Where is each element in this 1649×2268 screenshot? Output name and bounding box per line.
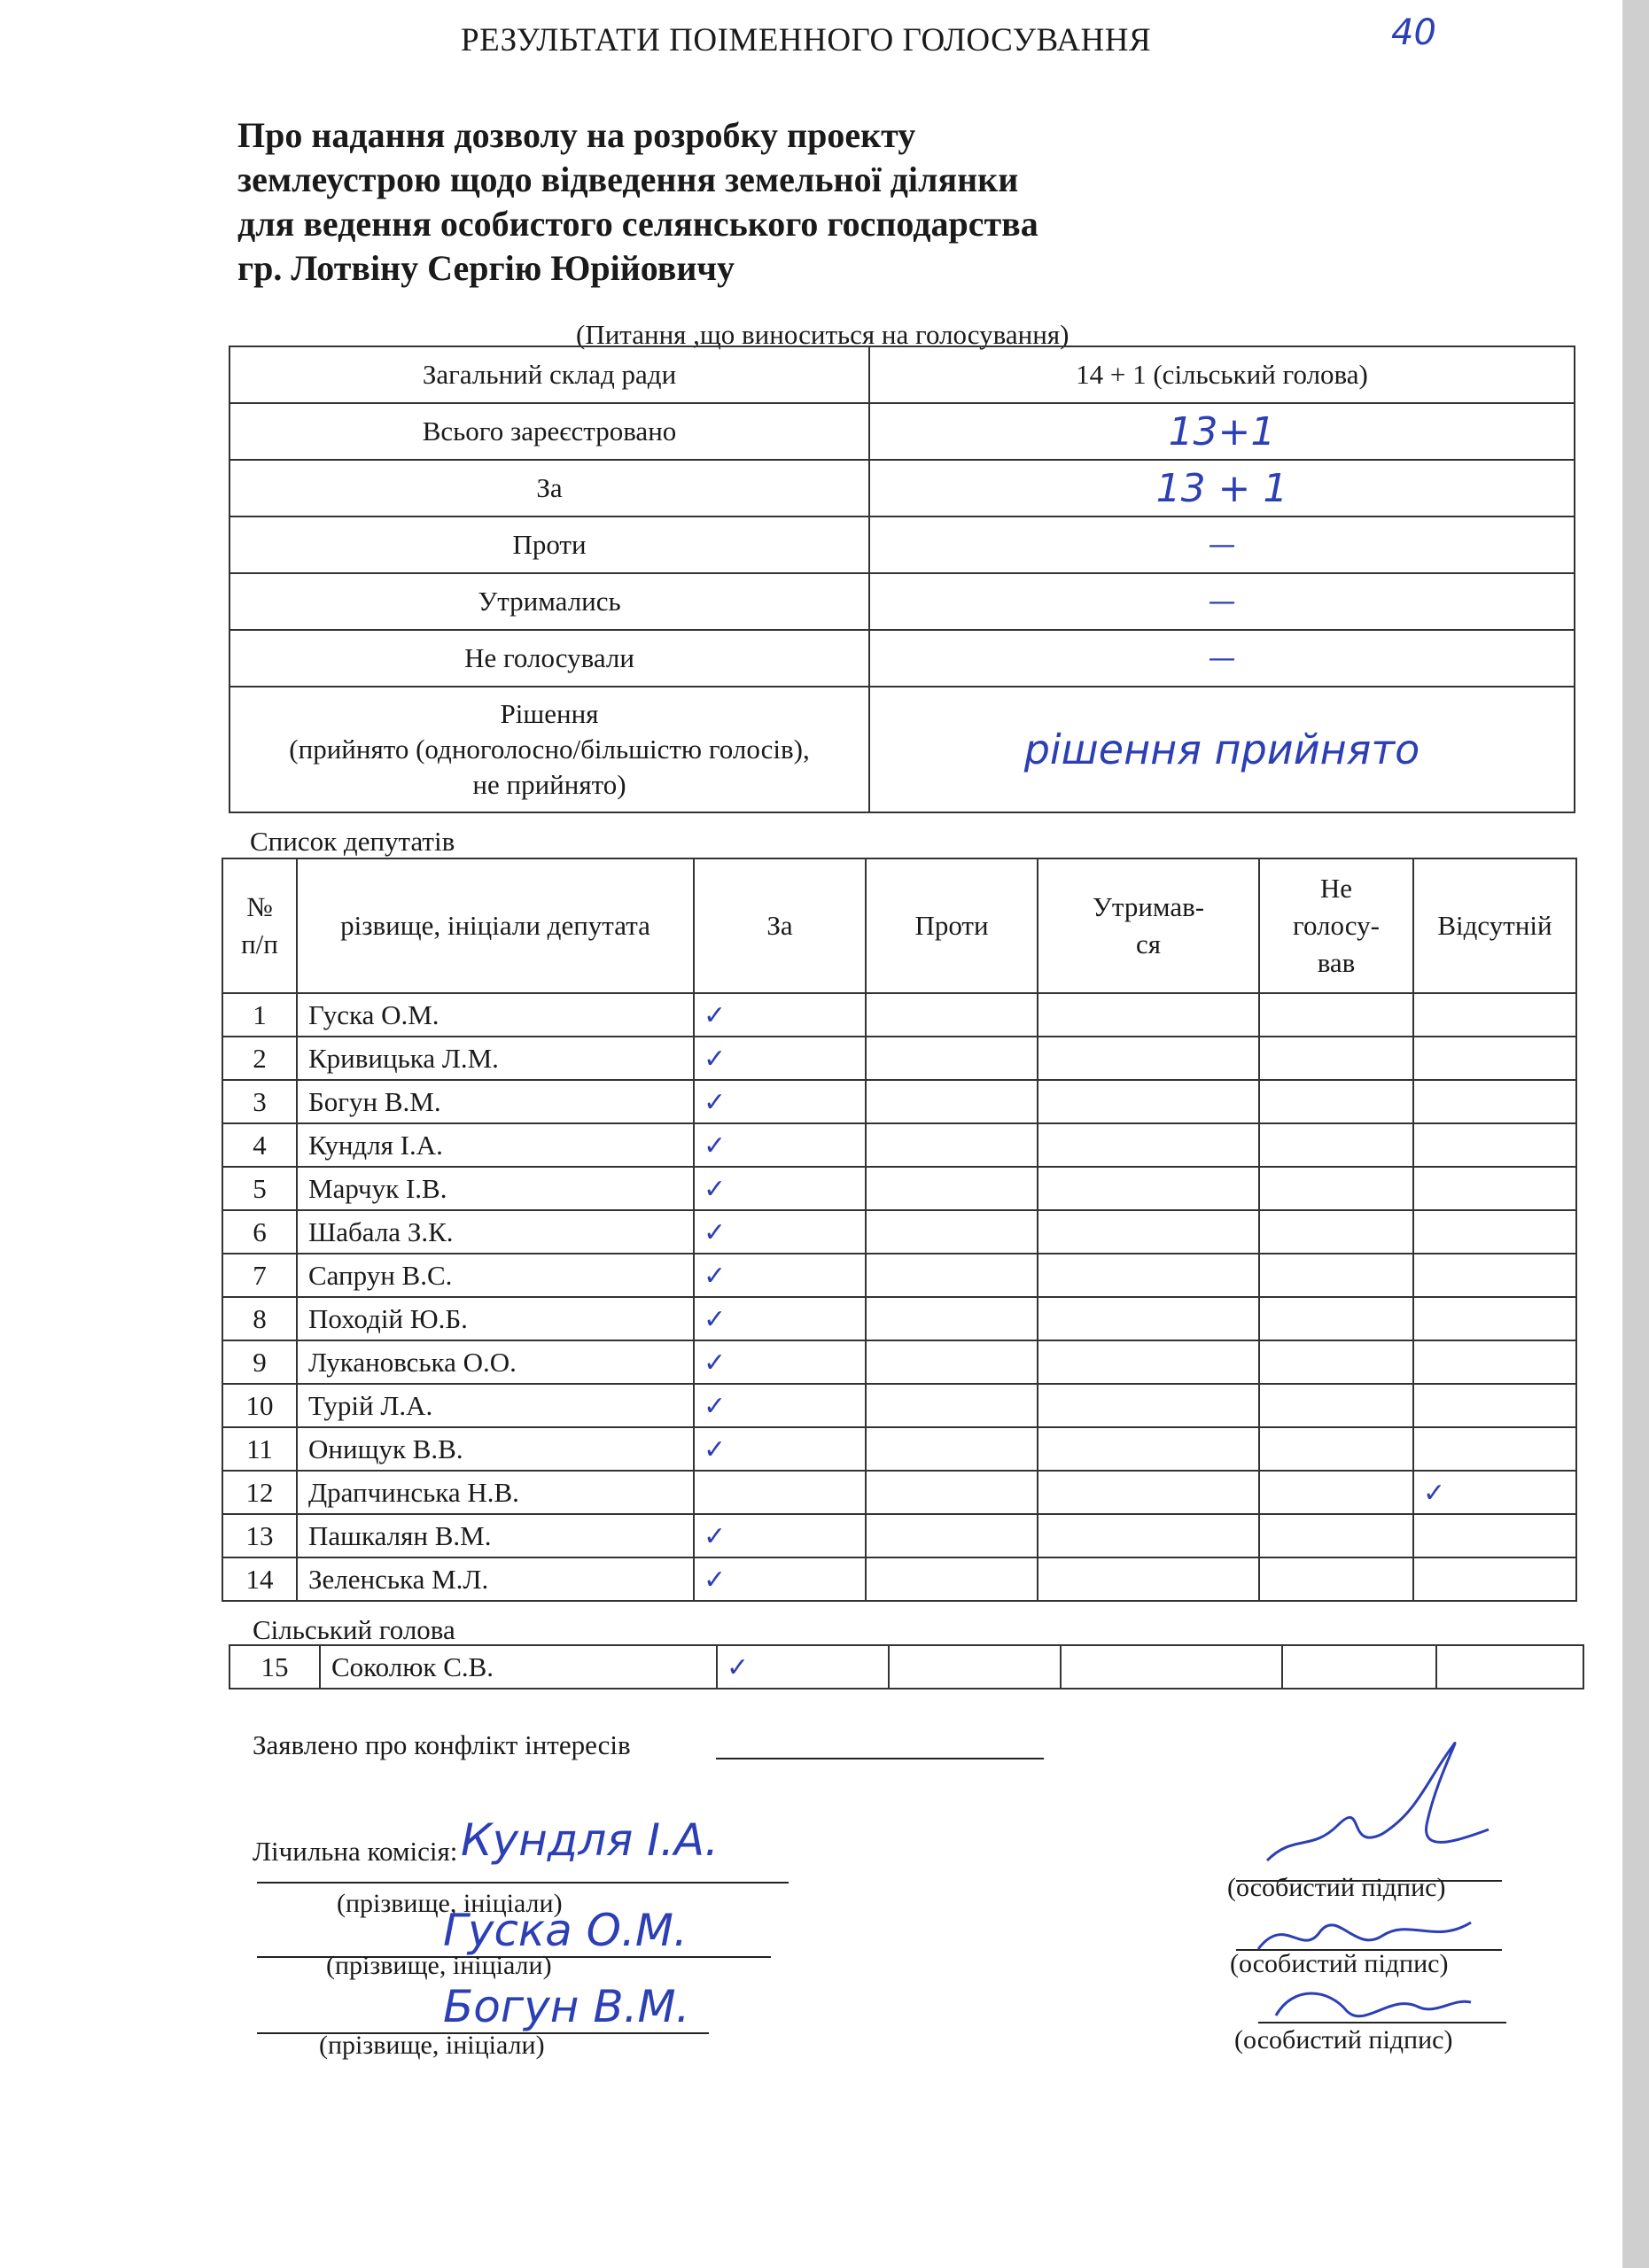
check-mark-icon: ✓ [704,1564,727,1596]
commission-handwritten-name: Богун В.М. [443,1981,690,2032]
deputy-row [222,1340,1576,1384]
deputy-name: Лукановська О.О. [297,1340,694,1384]
vote-cell-against [866,1037,1038,1080]
deputy-name: Гуска О.М. [297,993,694,1037]
decision-label [229,687,869,812]
summary-value: — [869,630,1575,687]
vote-cell-against [866,1297,1038,1340]
decision-row [229,687,1575,812]
header-not-voted [1259,858,1413,993]
deputy-name: Турій Л.А. [297,1384,694,1427]
vote-cell-against [866,1340,1038,1384]
vote-cell-abstained [1038,1080,1259,1123]
vote-cell-abstained [1038,1167,1259,1210]
deputies-table [222,858,1577,1602]
summary-row [229,517,1575,573]
deputy-row [222,1514,1576,1557]
commission-label: Лічильна комісія: [253,1836,458,1867]
vote-cell-absent [1413,1427,1576,1471]
deputy-name: Кривицька Л.М. [297,1037,694,1080]
summary-value: 13+1 [869,403,1575,460]
header-name: різвище, ініціали депутата [297,858,694,993]
header-row [222,858,1576,993]
subject-line: для ведення особистого селянського господарства [237,204,1038,244]
deputy-name: Драпчинська Н.В. [297,1471,694,1514]
vote-cell-not-voted [1259,1471,1413,1514]
vote-cell-for [694,1037,866,1080]
check-mark-icon: ✓ [704,1520,727,1552]
deputy-num: 14 [222,1557,297,1601]
vote-cell-not-voted [1259,1254,1413,1297]
signature-2 [1241,1905,1506,1967]
vote-cell-absent [1413,1340,1576,1384]
summary-value: — [869,517,1575,573]
check-mark-icon: ✓ [1423,1477,1446,1509]
vote-cell-for [717,1645,889,1689]
deputy-row [229,1645,1583,1689]
vote-cell-for [694,993,866,1037]
vote-cell-absent [1413,1297,1576,1340]
vote-cell-abstained [1038,1037,1259,1080]
decision-label-line: (прийнято (одноголосно/більшістю голосів), [289,734,810,765]
vote-cell-for [694,1167,866,1210]
deputy-row [222,1254,1576,1297]
decision-value: рішення прийнято [869,687,1575,812]
check-mark-icon: ✓ [704,1130,727,1161]
header-num-line: п/п [241,928,278,959]
vote-cell-absent [1436,1645,1583,1689]
deputy-name: Богун В.М. [297,1080,694,1123]
subject-block [237,113,1038,291]
vote-cell-absent [1413,1123,1576,1167]
vote-cell-absent [1413,993,1576,1037]
header-num-line: № [246,891,273,922]
vote-cell-abstained [1038,1427,1259,1471]
deputy-num: 5 [222,1167,297,1210]
summary-label: Проти [229,517,869,573]
deputy-name: Соколюк С.В. [320,1645,717,1689]
header-not-voted-line: голосу- [1293,910,1380,941]
deputy-num: 2 [222,1037,297,1080]
header-absent: Відсутній [1413,858,1576,993]
check-mark-icon: ✓ [704,1173,727,1205]
header-for: За [694,858,866,993]
vote-cell-absent [1413,1471,1576,1514]
summary-row [229,573,1575,630]
check-mark-icon: ✓ [704,1347,727,1379]
vote-cell-not-voted [1259,1210,1413,1254]
check-mark-icon: ✓ [704,999,727,1031]
scan-edge [1622,0,1649,2268]
deputy-num: 11 [222,1427,297,1471]
deputy-num: 13 [222,1514,297,1557]
deputy-name: Кундля І.А. [297,1123,694,1167]
vote-cell-against [889,1645,1061,1689]
summary-label: Всього зареєстровано [229,403,869,460]
vote-cell-against [866,1210,1038,1254]
deputy-name: Пашкалян В.М. [297,1514,694,1557]
summary-value: 13 + 1 [869,460,1575,517]
deputy-row [222,1210,1576,1254]
vote-cell-not-voted [1259,1297,1413,1340]
vote-cell-abstained [1061,1645,1282,1689]
head-label: Сільський голова [253,1614,455,1645]
commission-signature-caption: (особистий підпис) [1227,1873,1446,1902]
vote-cell-abstained [1038,1557,1259,1601]
vote-cell-for [694,1427,866,1471]
vote-cell-not-voted [1259,1427,1413,1471]
question-caption: (Питання ,що виноситься на голосування) [576,319,1070,350]
check-mark-icon: ✓ [704,1086,727,1118]
vote-cell-against [866,993,1038,1037]
header-not-voted-line: вав [1317,947,1356,978]
deputy-row [222,1080,1576,1123]
vote-cell-for [694,1123,866,1167]
deputy-num: 9 [222,1340,297,1384]
vote-cell-against [866,1514,1038,1557]
vote-cell-absent [1413,1167,1576,1210]
vote-cell-for [694,1340,866,1384]
vote-cell-against [866,1427,1038,1471]
vote-cell-absent [1413,1514,1576,1557]
summary-label: Не голосували [229,630,869,687]
check-mark-icon: ✓ [704,1260,727,1292]
vote-cell-absent [1413,1210,1576,1254]
check-mark-icon: ✓ [727,1651,750,1683]
vote-cell-against [866,1080,1038,1123]
decision-label-line: не прийнято) [472,769,626,800]
summary-value: — [869,573,1575,630]
deputy-name: Зеленська М.Л. [297,1557,694,1601]
deputy-row [222,1557,1576,1601]
vote-cell-for [694,1557,866,1601]
deputy-num: 15 [229,1645,320,1689]
subject-line: землеустрою щодо відведення земельної ділянки [237,159,1019,199]
check-mark-icon: ✓ [704,1216,727,1248]
deputy-row [222,1384,1576,1427]
vote-cell-against [866,1384,1038,1427]
vote-cell-absent [1413,1254,1576,1297]
summary-value: 14 + 1 (сільський голова) [869,346,1575,403]
check-mark-icon: ✓ [704,1390,727,1422]
summary-table [229,346,1575,813]
deputy-num: 7 [222,1254,297,1297]
header-num [222,858,297,993]
vote-cell-abstained [1038,1210,1259,1254]
deputy-name: Онищук В.В. [297,1427,694,1471]
commission-name-caption: (прізвище, ініціали) [337,1889,563,1918]
vote-cell-not-voted [1259,1123,1413,1167]
document-title: РЕЗУЛЬТАТИ ПОІМЕННОГО ГОЛОСУВАННЯ [461,22,1152,58]
deputy-row [222,1123,1576,1167]
vote-cell-against [866,1471,1038,1514]
deputy-num: 10 [222,1384,297,1427]
vote-cell-absent [1413,1384,1576,1427]
signature-3 [1258,1976,1489,2038]
deputy-row [222,1471,1576,1514]
vote-cell-abstained [1038,1471,1259,1514]
summary-label: Загальний склад ради [229,346,869,403]
vote-cell-not-voted [1282,1645,1436,1689]
conflict-line [716,1758,1044,1759]
subject-line: Про надання дозволу на розробку проекту [237,115,916,155]
commission-signature-caption: (особистий підпис) [1234,2025,1453,2054]
vote-cell-abstained [1038,1297,1259,1340]
vote-cell-abstained [1038,993,1259,1037]
vote-cell-abstained [1038,1254,1259,1297]
summary-row [229,403,1575,460]
vote-cell-for [694,1471,866,1514]
summary-row [229,460,1575,517]
summary-row [229,346,1575,403]
vote-cell-for [694,1080,866,1123]
vote-cell-not-voted [1259,1384,1413,1427]
deputy-row [222,1167,1576,1210]
commission-name-caption: (прізвище, ініціали) [319,2031,545,2060]
deputies-label: Список депутатів [250,826,455,857]
vote-cell-abstained [1038,1384,1259,1427]
vote-cell-against [866,1167,1038,1210]
deputy-row [222,993,1576,1037]
check-mark-icon: ✓ [704,1433,727,1465]
vote-cell-absent [1413,1037,1576,1080]
deputy-name: Марчук І.В. [297,1167,694,1210]
page-number: 40 [1391,12,1436,53]
header-abstained-line: ся [1135,928,1162,959]
vote-cell-not-voted [1259,1080,1413,1123]
check-mark-icon: ✓ [704,1043,727,1075]
header-abstained-line: Утримав- [1092,891,1205,922]
subject-line: гр. Лотвіну Сергію Юрійовичу [237,248,735,288]
signature-1 [1241,1728,1506,1887]
vote-cell-against [866,1557,1038,1601]
vote-cell-not-voted [1259,1340,1413,1384]
vote-cell-abstained [1038,1123,1259,1167]
commission-name-line [257,1882,789,1884]
check-mark-icon: ✓ [704,1303,727,1335]
summary-label: За [229,460,869,517]
commission-handwritten-name: Кундля І.А. [461,1814,719,1866]
vote-cell-abstained [1038,1340,1259,1384]
deputy-name: Сапрун В.С. [297,1254,694,1297]
head-table [229,1644,1584,1689]
vote-cell-not-voted [1259,1557,1413,1601]
vote-cell-for [694,1514,866,1557]
deputy-row [222,1297,1576,1340]
vote-cell-for [694,1254,866,1297]
vote-cell-not-voted [1259,1037,1413,1080]
deputy-num: 6 [222,1210,297,1254]
header-abstained [1038,858,1259,993]
vote-cell-not-voted [1259,993,1413,1037]
vote-cell-not-voted [1259,1514,1413,1557]
vote-cell-for [694,1210,866,1254]
vote-cell-not-voted [1259,1167,1413,1210]
decision-label-line: Рішення [500,698,599,729]
vote-cell-against [866,1254,1038,1297]
header-not-voted-line: Не [1319,873,1353,904]
vote-cell-abstained [1038,1514,1259,1557]
deputy-row [222,1037,1576,1080]
commission-name-caption: (прізвище, ініціали) [326,1951,552,1980]
deputy-num: 8 [222,1297,297,1340]
vote-cell-absent [1413,1080,1576,1123]
vote-cell-for [694,1297,866,1340]
vote-cell-absent [1413,1557,1576,1601]
vote-cell-for [694,1384,866,1427]
deputy-name: Шабала З.К. [297,1210,694,1254]
deputy-name: Походій Ю.Б. [297,1297,694,1340]
deputy-row [222,1427,1576,1471]
deputy-num: 12 [222,1471,297,1514]
commission-handwritten-name: Гуска О.М. [443,1905,688,1956]
deputy-num: 4 [222,1123,297,1167]
summary-label: Утримались [229,573,869,630]
vote-cell-against [866,1123,1038,1167]
deputy-num: 1 [222,993,297,1037]
commission-signature-caption: (особистий підпис) [1230,1949,1449,1978]
deputy-num: 3 [222,1080,297,1123]
summary-row [229,630,1575,687]
conflict-label: Заявлено про конфлікт інтересів [253,1729,631,1760]
header-against: Проти [866,858,1038,993]
